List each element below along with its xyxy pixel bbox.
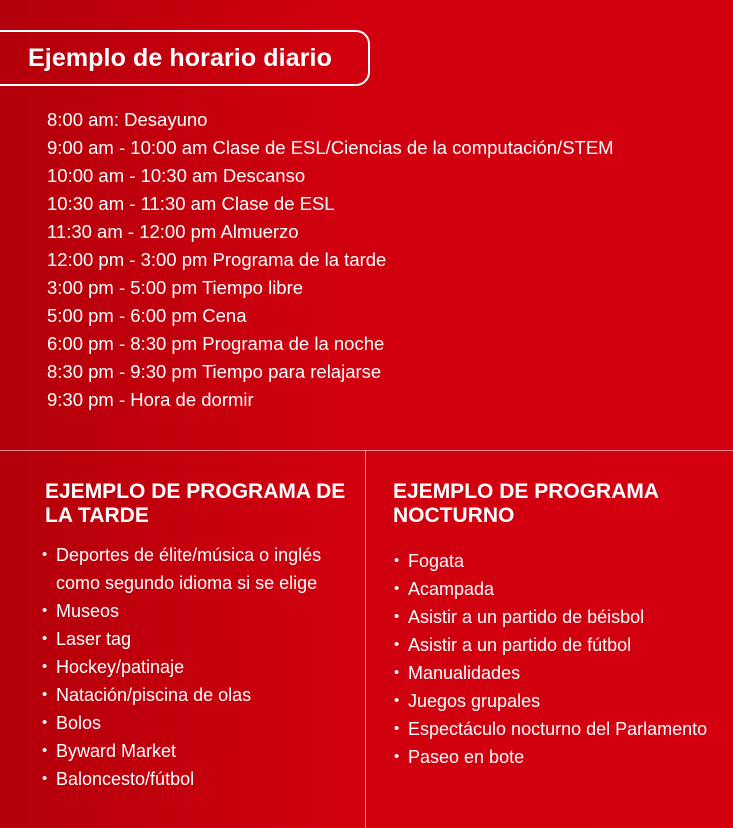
night-program-list xyxy=(394,547,724,771)
list-item: • Juegos grupales xyxy=(394,687,724,715)
list-item: • Hockey/patinaje xyxy=(42,653,354,681)
list-item: • Asistir a un partido de fútbol xyxy=(394,631,724,659)
list-item: • Manualidades xyxy=(394,659,724,687)
list-item: • Laser tag xyxy=(42,625,354,653)
list-item: • Museos xyxy=(42,597,354,625)
schedule-item: 9:30 pm - Hora de dormir xyxy=(47,389,254,410)
schedule-item: 12:00 pm - 3:00 pm Programa de la tarde xyxy=(47,249,387,270)
schedule-item: 3:00 pm - 5:00 pm Tiempo libre xyxy=(47,277,304,298)
list-item: • Bolos xyxy=(42,709,354,737)
list-item: • Fogata xyxy=(394,547,724,575)
schedule-item: 10:30 am - 11:30 am Clase de ESL xyxy=(47,193,335,214)
list-item: • Baloncesto/fútbol xyxy=(42,765,354,793)
list-item: • Deportes de élite/música o inglés como segundo idioma si se elige xyxy=(42,541,354,597)
night-program-title: EJEMPLO DE PROGRAMA NOCTURNO xyxy=(393,480,659,527)
schedule-item: 9:00 am - 10:00 am Clase de ESL/Ciencias de la computación/STEM xyxy=(47,137,614,158)
schedule-item: 6:00 pm - 8:30 pm Programa de la noche xyxy=(47,333,385,354)
afternoon-program-title: EJEMPLO DE PROGRAMA DE LA TARDE xyxy=(45,480,346,527)
schedule-item: 10:00 am - 10:30 am Descanso xyxy=(47,165,306,186)
schedule-item: 8:30 pm - 9:30 pm Tiempo para relajarse xyxy=(47,361,382,382)
list-item: • Espectáculo nocturno del Parlamento xyxy=(394,715,724,743)
schedule-item: 11:30 am - 12:00 pm Almuerzo xyxy=(47,221,299,242)
list-item: • Natación/piscina de olas xyxy=(42,681,354,709)
vertical-divider xyxy=(365,450,366,828)
horizontal-divider xyxy=(0,450,733,451)
schedule-item: 5:00 pm - 6:00 pm Cena xyxy=(47,305,247,326)
list-item: • Paseo en bote xyxy=(394,743,724,771)
afternoon-program-list xyxy=(42,541,354,793)
page-title: Ejemplo de horario diario xyxy=(28,44,332,72)
list-item: • Acampada xyxy=(394,575,724,603)
list-item: • Asistir a un partido de béisbol xyxy=(394,603,724,631)
daily-schedule-list xyxy=(47,106,614,414)
list-item: • Byward Market xyxy=(42,737,354,765)
schedule-item: 8:00 am: Desayuno xyxy=(47,109,208,130)
